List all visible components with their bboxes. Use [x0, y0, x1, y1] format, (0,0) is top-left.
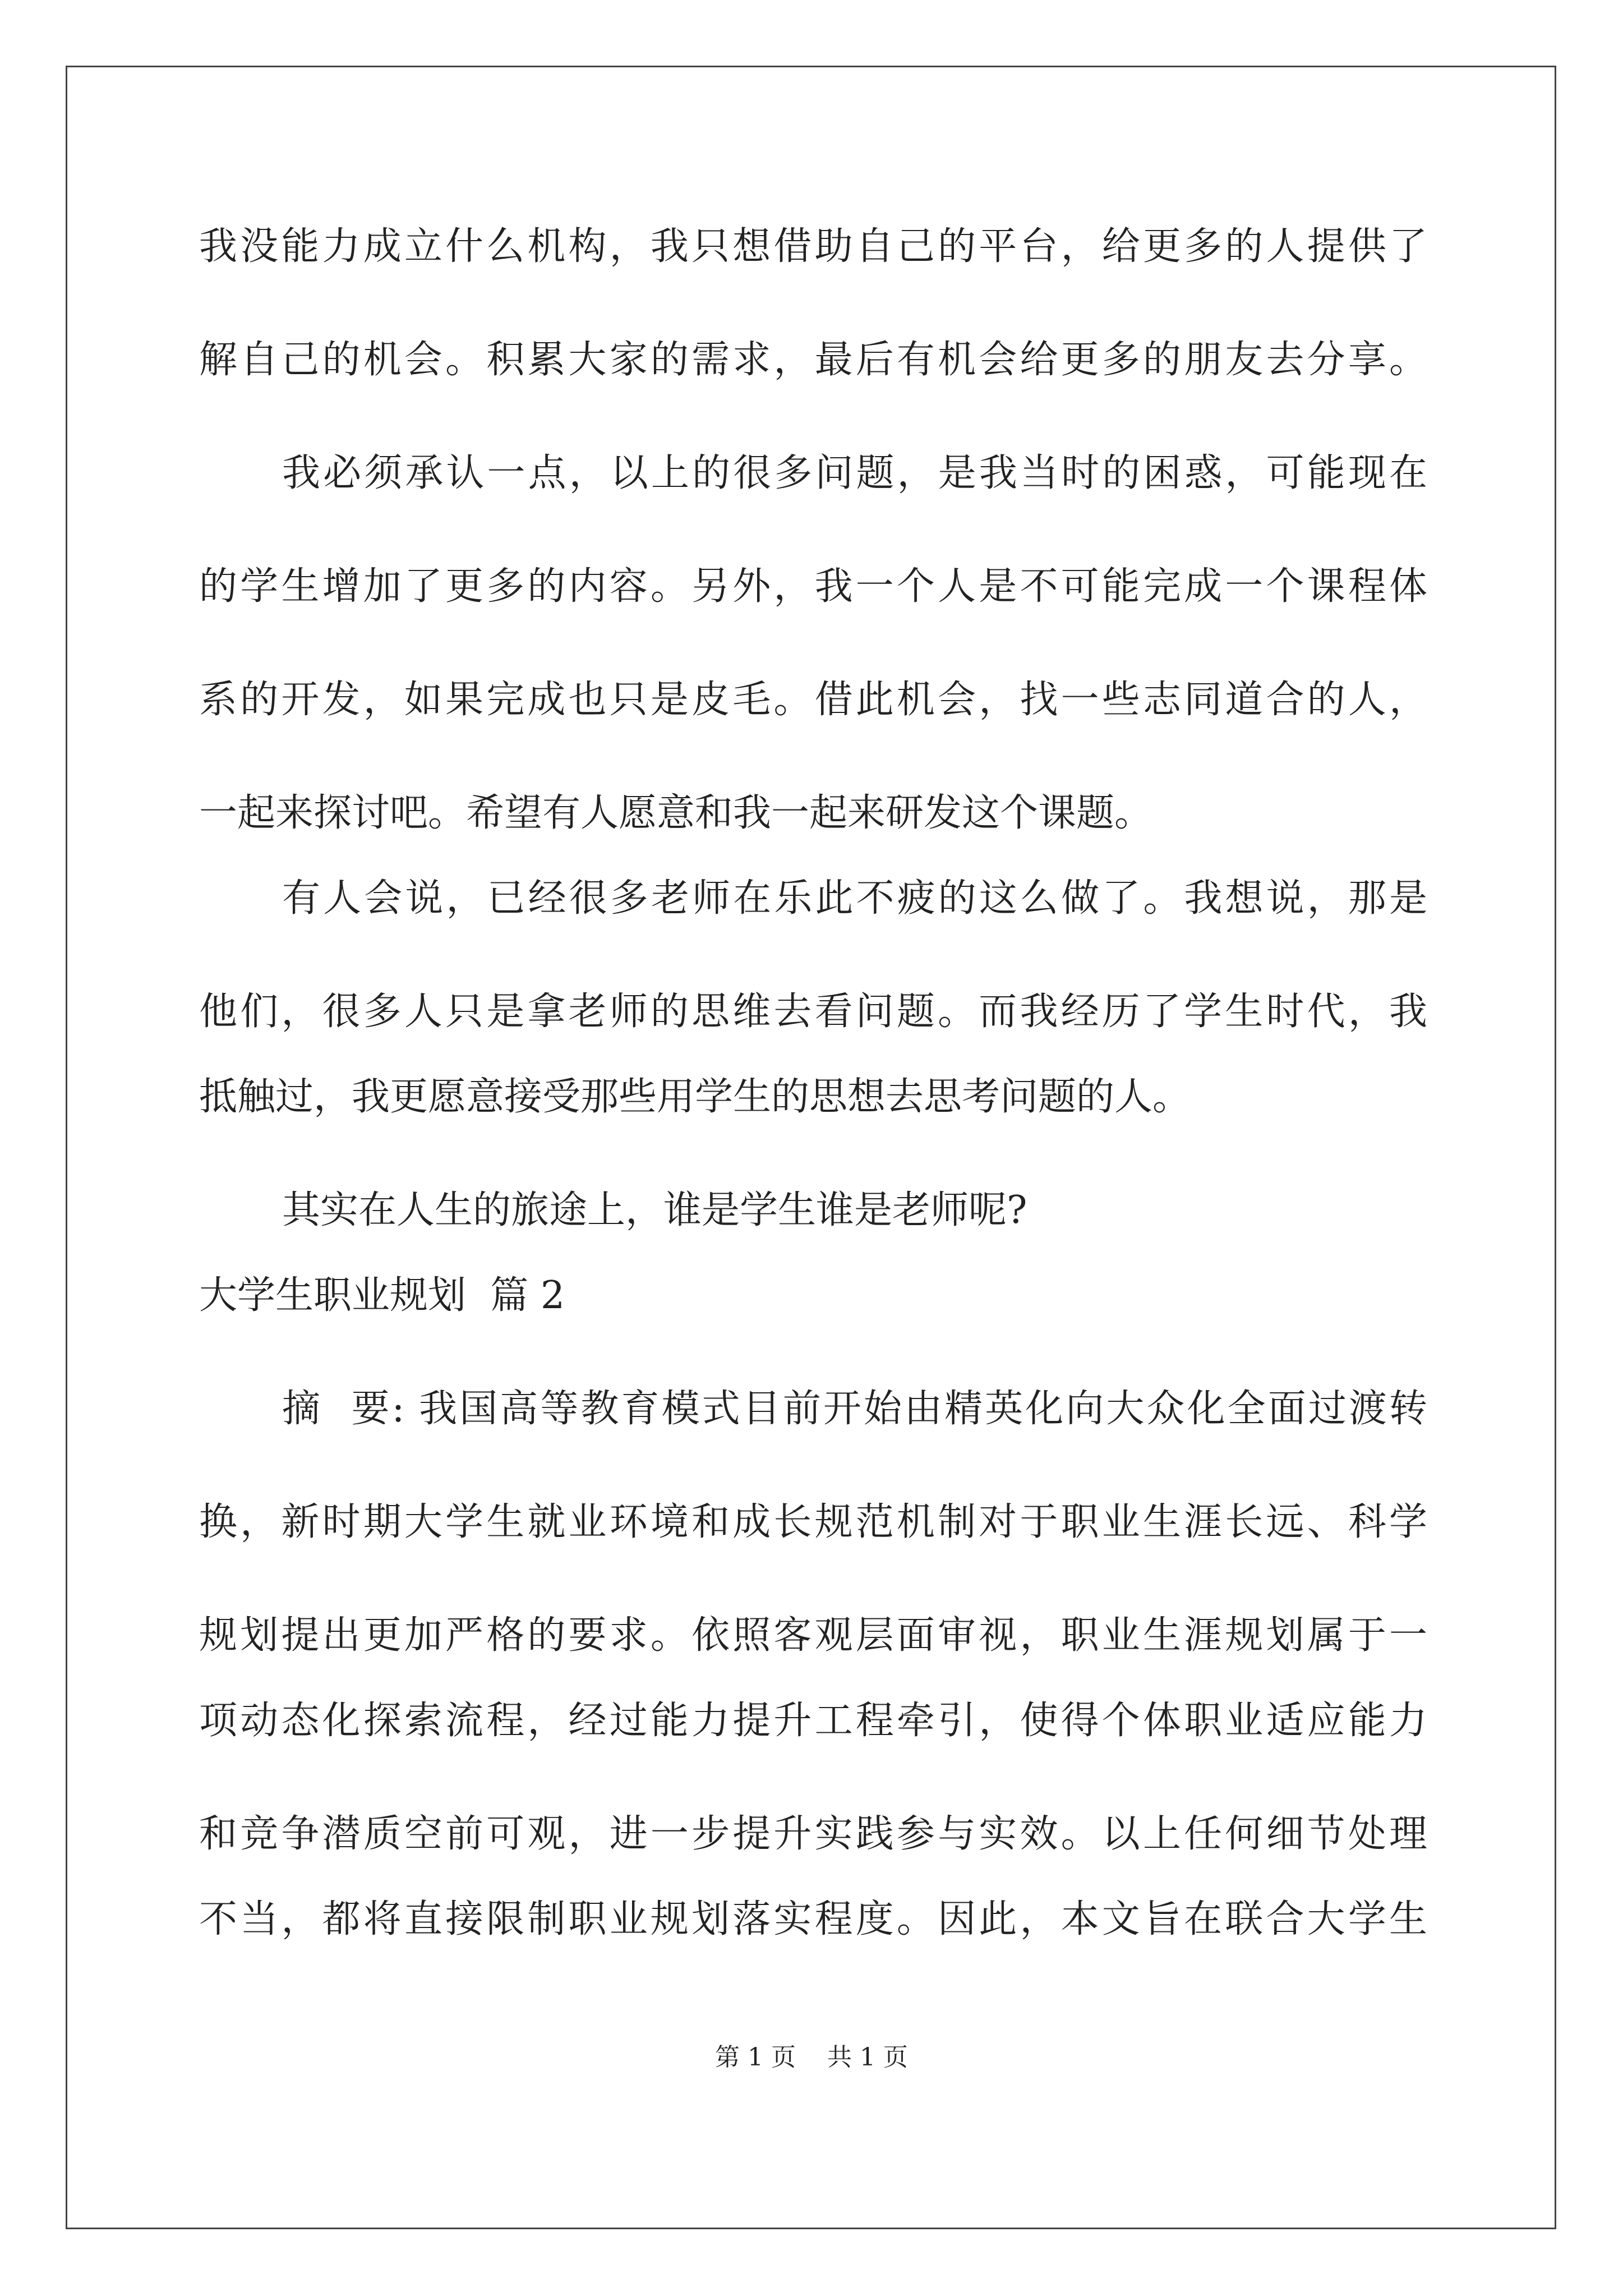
paragraph-line: 的学生增加了更多的内容。另外，我一个人是不可能完成一个课程体 — [199, 564, 1427, 609]
paragraph-line: 规划提出更加严格的要求。依照客观层面审视，职业生涯规划属于一 — [199, 1613, 1427, 1658]
paragraph-line: 不当，都将直接限制职业规划落实程度。因此，本文旨在联合大学生 — [199, 1897, 1427, 1941]
page-number: 第 1 页 共 1 页 — [715, 2043, 908, 2072]
paragraph-line: 他们，很多人只是拿老师的思维去看问题。而我经历了学生时代，我 — [199, 990, 1427, 1034]
paragraph-line: 我没能力成立什么机构，我只想借助自己的平台，给更多的人提供了 — [199, 224, 1427, 269]
paragraph-line: 解自己的机会。积累大家的需求，最后有机会给更多的朋友去分享。 — [199, 338, 1427, 382]
paragraph-line: 有人会说，已经很多老师在乐此不疲的这么做了。我想说，那是 — [282, 876, 1427, 921]
paragraph-line: 抵触过，我更愿意接受那些用学生的思想去思考问题的人。 — [199, 1075, 1191, 1119]
paragraph-line: 其实在人生的旅途上，谁是学生谁是老师呢? — [282, 1188, 1027, 1232]
paragraph-line: 一起来探讨吧。希望有人愿意和我一起来研发这个课题。 — [199, 791, 1153, 835]
paragraph-line: 系的开发，如果完成也只是皮毛。借此机会，找一些志同道合的人， — [199, 678, 1427, 722]
paragraph-line: 和竞争潜质空前可观，进一步提升实践参与实效。以上任何细节处理 — [199, 1812, 1427, 1856]
paragraph-line: 项动态化探索流程，经过能力提升工程牵引，使得个体职业适应能力 — [199, 1699, 1427, 1743]
section-heading: 大学生职业规划 篇 2 — [199, 1273, 565, 1318]
paragraph-line: 换，新时期大学生就业环境和成长规范机制对于职业生涯长远、科学 — [199, 1500, 1427, 1544]
paragraph-line: 摘 要: 我国高等教育模式目前开始由精英化向大众化全面过渡转 — [282, 1387, 1427, 1431]
paragraph-line: 我必须承认一点，以上的很多问题，是我当时的困惑，可能现在 — [282, 451, 1427, 495]
